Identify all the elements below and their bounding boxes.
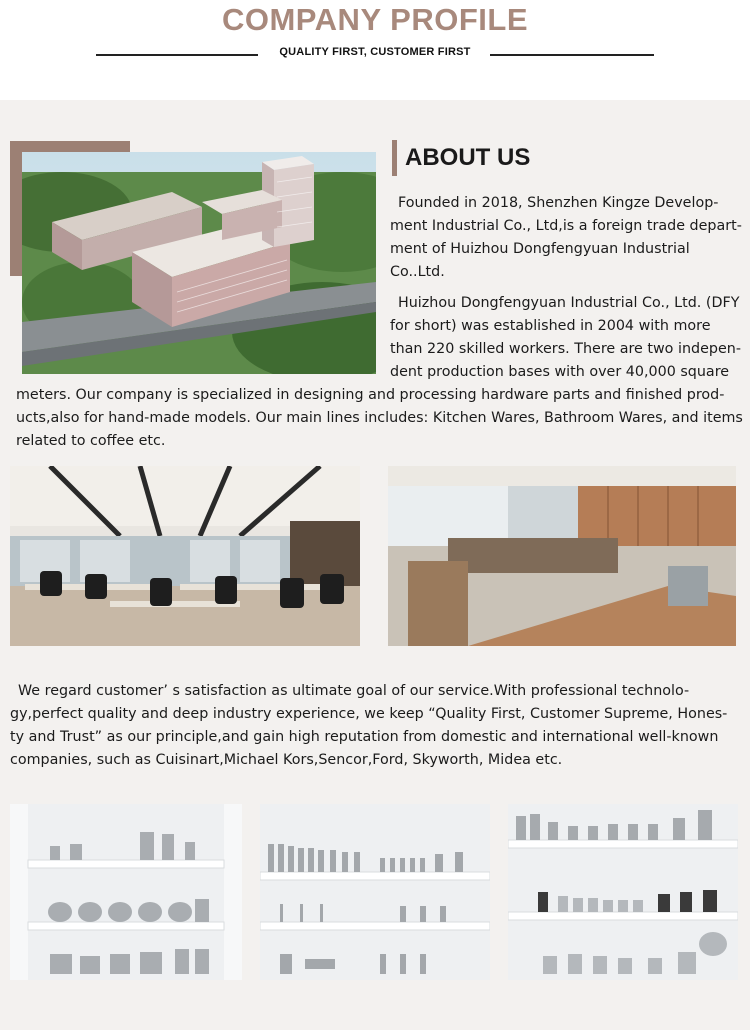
about-paragraph-2-line-2: for short) was established in 2004 with more [390, 318, 711, 334]
about-paragraph-1-line-2: ment Industrial Co., Ltd,is a foreign trade depart- [390, 218, 742, 234]
about-paragraph-2-line-3: than 220 skilled workers. There are two indepen- [390, 341, 741, 357]
office-photo-right [388, 466, 736, 646]
about-paragraph-1-line-3: ment of Huizhou Dongfengyuan Industrial [390, 241, 690, 257]
factory-aerial-photo [22, 152, 376, 374]
page-header [0, 0, 750, 100]
showroom-photo-1 [10, 804, 242, 980]
subtitle-divider-right [490, 54, 654, 56]
showroom-photo-3 [508, 804, 738, 980]
about-paragraph-2-line-7: related to coffee etc. [16, 433, 166, 449]
about-title-bar [392, 140, 397, 176]
about-paragraph-2-line-6: ucts,also for hand-made models. Our main lines includes: Kitchen Wares, Bathroom Wares, and items [16, 410, 743, 426]
principle-line-1: We regard customer’ s satisfaction as ultimate goal of our service.With professional technolo- [18, 683, 690, 699]
principle-line-2: gy,perfect quality and deep industry experience, we keep “Quality First, Customer Supreme, Hones- [10, 706, 728, 722]
principle-line-4: companies, such as Cuisinart,Michael Kors,Sencor,Ford, Skyworth, Midea etc. [10, 752, 563, 768]
about-paragraph-2-line-4: dent production bases with over 40,000 square [390, 364, 730, 380]
page-title: COMPANY PROFILE [221, 2, 529, 37]
about-paragraph-1-line-4: Co..Ltd. [390, 264, 445, 280]
profile-content [0, 100, 750, 1030]
about-paragraph-1-line-1: Founded in 2018, Shenzhen Kingze Develop- [398, 195, 719, 211]
principle-line-3: ty and Trust” as our principle,and gain high reputation from domestic and international well-known [10, 729, 719, 745]
about-paragraph-2-line-5: meters. Our company is specialized in designing and processing hardware parts and finished prod- [16, 387, 725, 403]
about-title: ABOUT US [405, 144, 531, 171]
showroom-photo-2 [260, 804, 490, 980]
office-photo-left [10, 466, 360, 646]
page-subtitle: QUALITY FIRST, CUSTOMER FIRST [279, 46, 471, 58]
about-paragraph-2-line-1: Huizhou Dongfengyuan Industrial Co., Ltd. (DFY [398, 295, 740, 311]
